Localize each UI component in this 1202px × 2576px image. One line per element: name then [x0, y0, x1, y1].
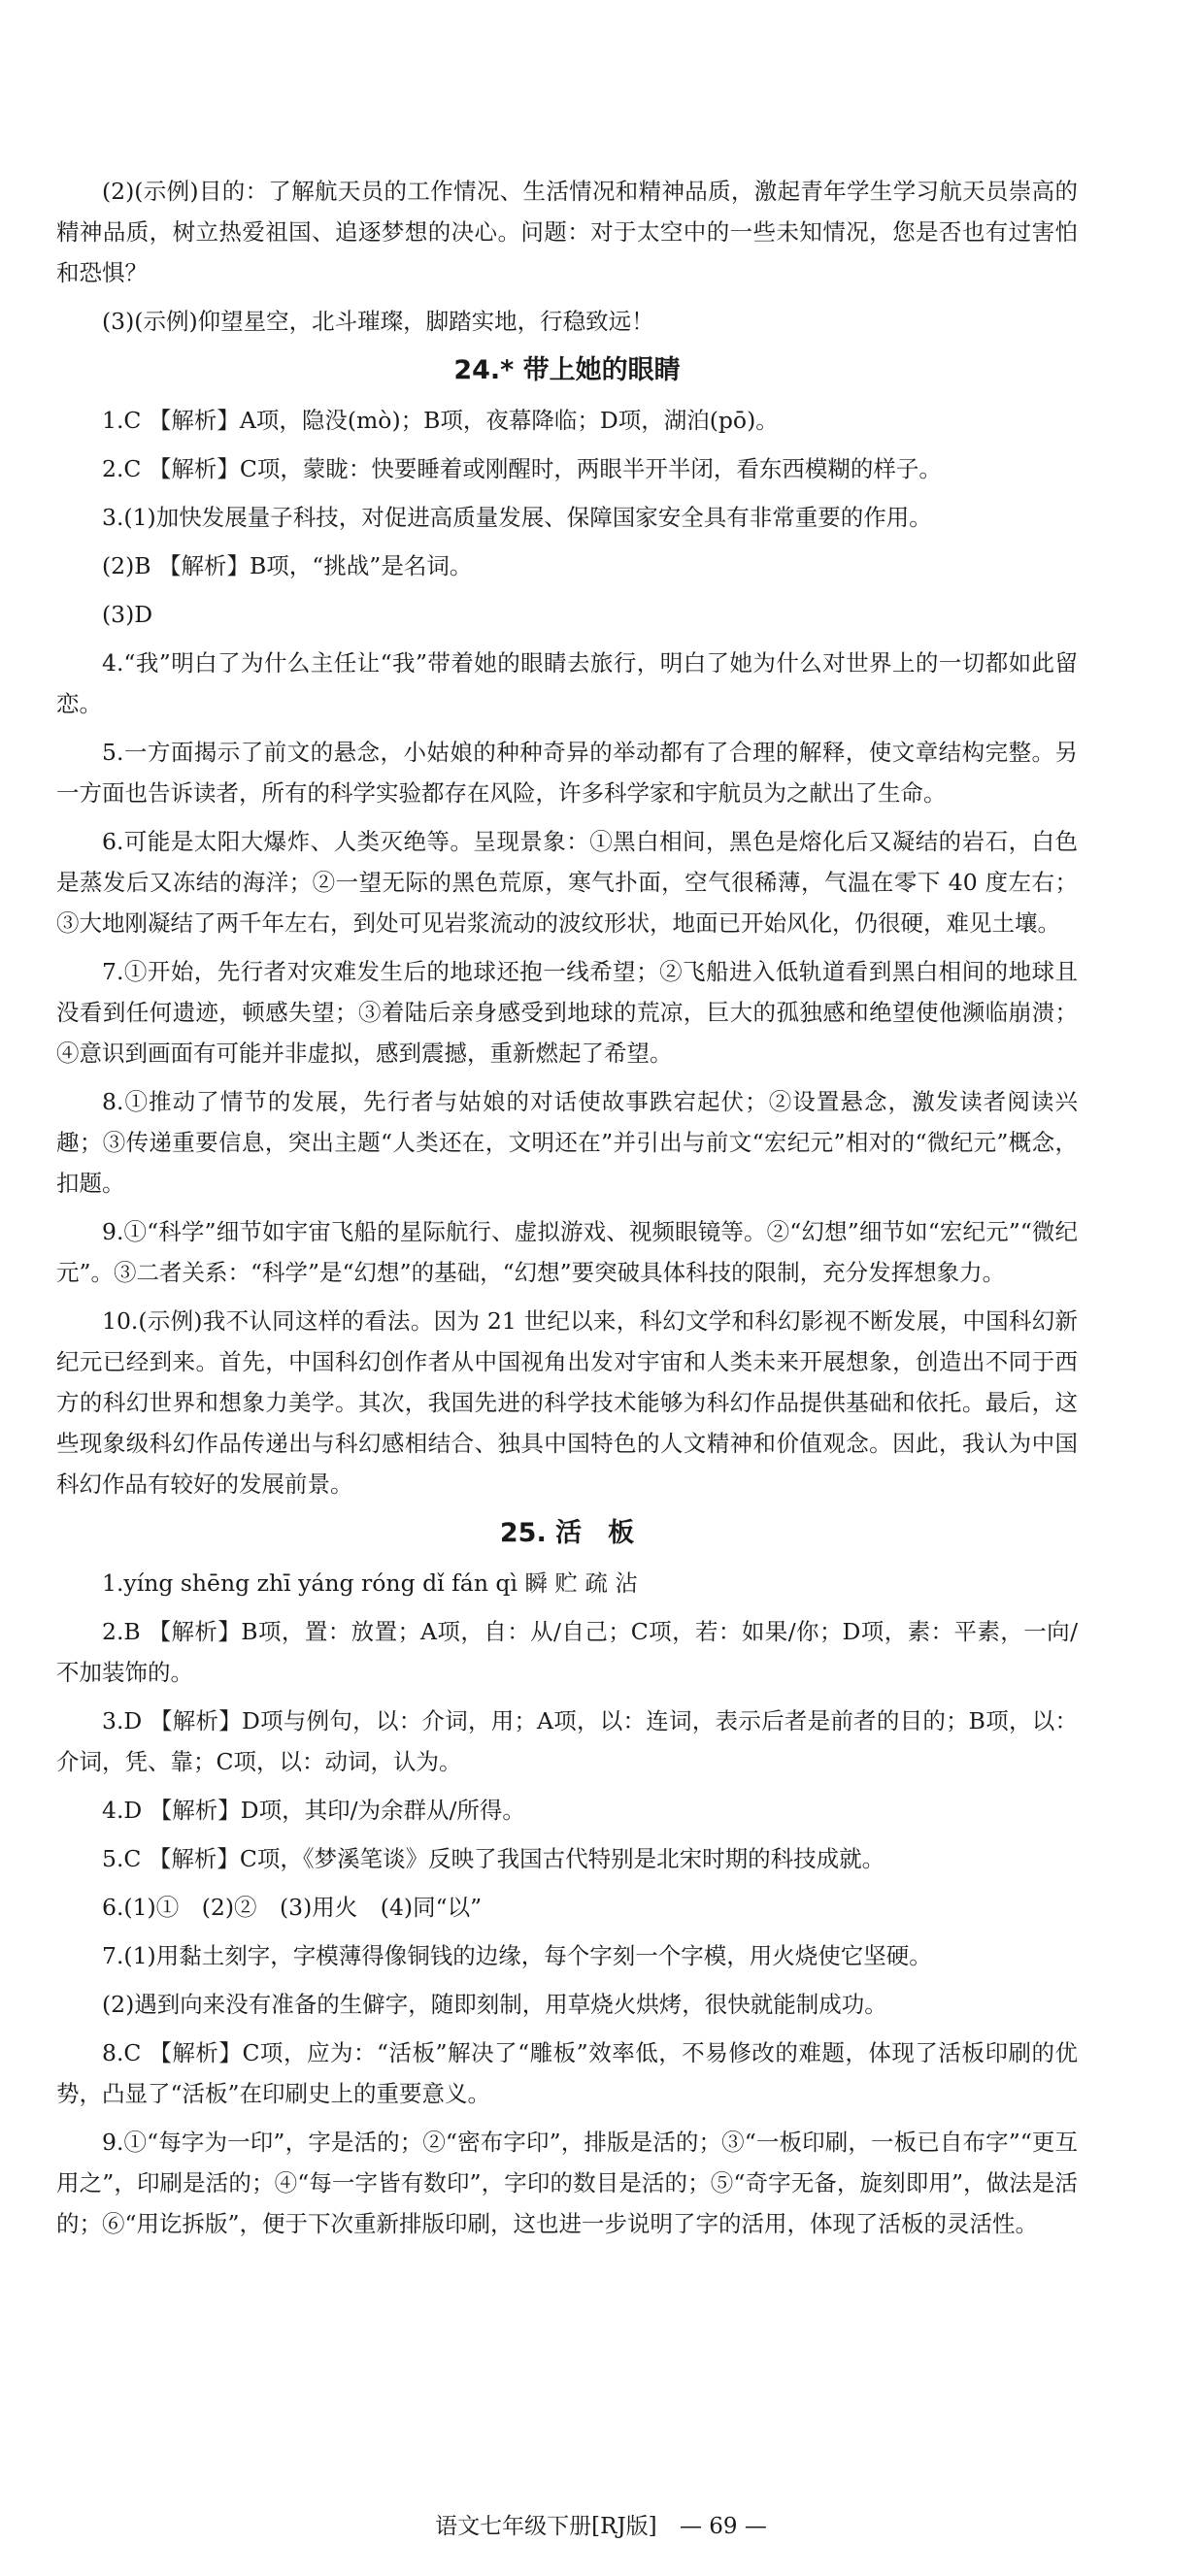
page-footer	[0, 2508, 1202, 2540]
answer-paragraph: 2.C 【解析】C项，蒙眬：快要睡着或刚醒时，两眼半开半闭，看东西模糊的样子。	[102, 455, 942, 482]
answer-paragraph: 1.yíng shēng zhī yáng róng dǐ fán qì 瞬 贮 疏 沾	[102, 1569, 638, 1597]
answer-paragraph: 3.D 【解析】D项与例句，以：介词，用；A项，以：连词，表示后者是前者的目的；B项，以：介词，凭、靠；C项，以：动词，认为。	[56, 1707, 1078, 1775]
answer-paragraph: 1.C 【解析】A项，隐没(mò)；B项，夜幕降临；D项，湖泊(pō)。	[102, 407, 779, 434]
book-label: 语文七年级下册[RJ版]	[435, 2514, 657, 2539]
section-heading: 24.* 带上她的眼睛	[453, 355, 681, 385]
answer-paragraph: 8.①推动了情节的发展，先行者与姑娘的对话使故事跌宕起伏；②设置悬念，激发读者阅读兴趣；③传递重要信息，突出主题“人类还在，文明还在”并引出与前文“宏纪元”相对的“微纪元”概念，扣题。	[56, 1088, 1078, 1197]
page-number: — 69 —	[679, 2514, 767, 2539]
answer-paragraph: 6.(1)① (2)② (3)用火 (4)同“以”	[102, 1894, 483, 1921]
answer-paragraph: (3)(示例)仰望星空，北斗璀璨，脚踏实地，行稳致远！	[102, 308, 654, 335]
answer-paragraph: 5.C 【解析】C项，《梦溪笔谈》反映了我国古代特别是北宋时期的科技成就。	[102, 1845, 885, 1872]
answer-paragraph: 7.①开始，先行者对灾难发生后的地球还抱一线希望；②飞船进入低轨道看到黑白相间的地球且没看到任何遗迹，顿感失望；③着陆后亲身感受到地球的荒凉，巨大的孤独感和绝望使他濒临崩溃；④意识到画面有可能并非虚拟，感到震撼，重新燃起了希望。	[56, 958, 1078, 1067]
answer-paragraph: 4.D 【解析】D项，其印/为余群从/所得。	[102, 1797, 525, 1824]
answer-paragraph: 5.一方面揭示了前文的悬念，小姑娘的种种奇异的举动都有了合理的解释，使文章结构完整。另一方面也告诉读者，所有的科学实验都存在风险，许多科学家和宇航员为之献出了生命。	[56, 739, 1078, 807]
answer-paragraph: 8.C 【解析】C项，应为：“活板”解决了“雕板”效率低，不易修改的难题，体现了活板印刷的优势，凸显了“活板”在印刷史上的重要意义。	[56, 2039, 1078, 2107]
answer-content	[56, 171, 1078, 2244]
answer-paragraph: (2)(示例)目的：了解航天员的工作情况、生活情况和精神品质，激起青年学生学习航天员崇高的精神品质，树立热爱祖国、追逐梦想的决心。问题：对于太空中的一些未知情况，您是否也有过害怕和恐惧？	[56, 178, 1078, 286]
answer-paragraph: 10.(示例)我不认同这样的看法。因为 21 世纪以来，科幻文学和科幻影视不断发展，中国科幻新纪元已经到来。首先，中国科幻创作者从中国视角出发对宇宙和人类未来开展想象，创造出不同于西方的科幻世界和想象力美学。其次，我国先进的科学技术能够为科幻作品提供基础和依托。最后，这些现象级科幻作品传递出与科幻感相结合、独具中国特色的人文精神和价值观念。因此，我认为中国科幻作品有较好的发展前景。	[56, 1307, 1078, 1498]
answer-paragraph: 2.B 【解析】B项，置：放置；A项，自：从/自己；C项，若：如果/你；D项，素：平素，一向/不加装饰的。	[56, 1618, 1078, 1686]
answer-paragraph: (2)遇到向来没有准备的生僻字，随即刻制，用草烧火烘烤，很快就能制成功。	[102, 1991, 887, 2018]
answer-paragraph: 3.(1)加快发展量子科技，对促进高质量发展、保障国家安全具有非常重要的作用。	[102, 504, 932, 531]
answer-paragraph: 7.(1)用黏土刻字，字模薄得像铜钱的边缘，每个字刻一个字模，用火烧使它坚硬。	[102, 1942, 932, 1969]
answer-paragraph: (2)B 【解析】B项，“挑战”是名词。	[102, 552, 473, 579]
answer-paragraph: (3)D	[102, 601, 153, 628]
answer-paragraph: 9.①“科学”细节如宇宙飞船的星际航行、虚拟游戏、视频眼镜等。②“幻想”细节如“宏纪元”“微纪元”。③二者关系：“科学”是“幻想”的基础，“幻想”要突破具体科技的限制，充分发挥想象力。	[56, 1218, 1078, 1286]
section-heading: 25. 活 板	[499, 1518, 635, 1548]
answer-paragraph: 4.“我”明白了为什么主任让“我”带着她的眼睛去旅行，明白了她为什么对世界上的一切都如此留恋。	[56, 649, 1078, 717]
answer-paragraph: 6.可能是太阳大爆炸、人类灭绝等。呈现景象：①黑白相间，黑色是熔化后又凝结的岩石，白色是蒸发后又冻结的海洋；②一望无际的黑色荒原，寒气扑面，空气很稀薄，气温在零下 40 度左右；③大地刚凝结了两千年左右，到处可见岩浆流动的波纹形状，地面已开始风化，仍很硬，难见土壤。	[56, 828, 1078, 937]
answer-paragraph: 9.①“每字为一印”，字是活的；②“密布字印”，排版是活的；③“一板印刷，一板已自布字”“更互用之”，印刷是活的；④“每一字皆有数印”，字印的数目是活的；⑤“奇字无备，旋刻即用”，做法是活的；⑥“用讫拆版”，便于下次重新排版印刷，这也进一步说明了字的活用，体现了活板的灵活性。	[56, 2129, 1078, 2237]
